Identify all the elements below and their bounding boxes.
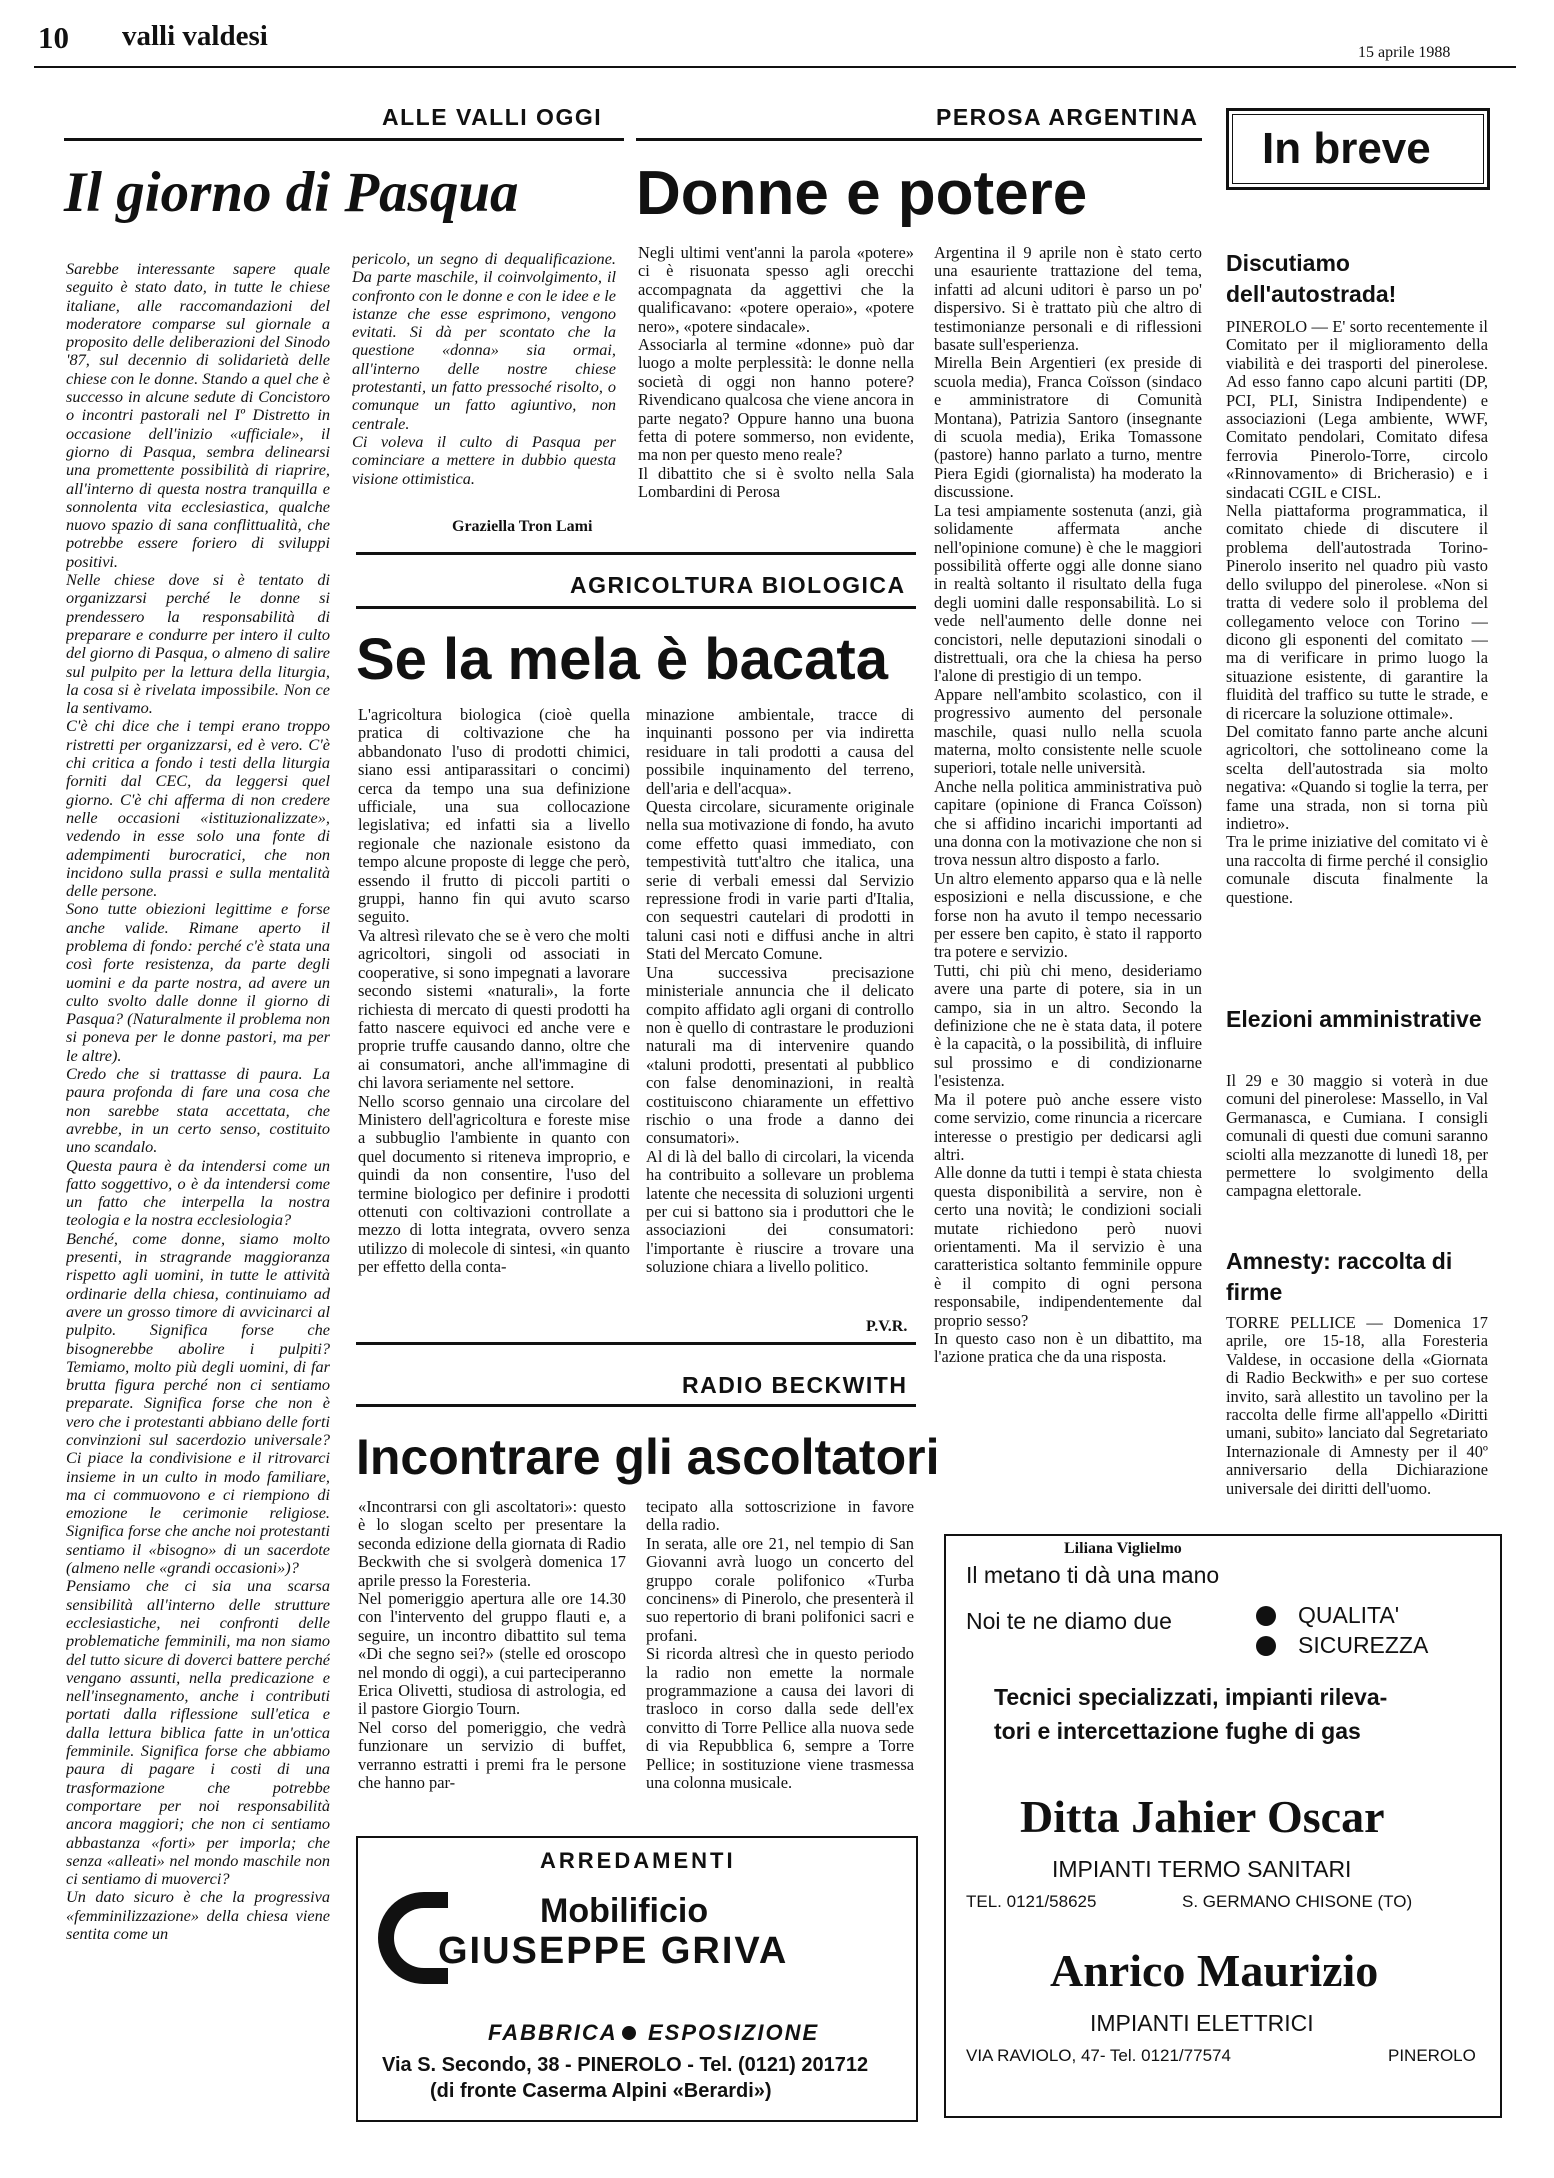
breve-head-amnesty: Amnesty: raccolta di firme [1226,1248,1453,1305]
ad-giuseppe-griva: GIUSEPPE GRIVA [438,1930,789,1972]
ad-griva-address: Via S. Secondo, 38 - PINEROLO - Tel. (0121) 201712 [382,2054,869,2076]
rule-radio-top [356,1342,916,1345]
ad-metano-line2: Noi te ne diamo due [966,1608,1172,1634]
donne-col1: Negli ultimi vent'anni la parola «potere» ci è risuonata spesso agli orecchi accompagnata da aggettivi che la qualificavano: «potere operaio», «potere nero», «potere sindacale». Associarla al termine «donne» può dar luogo a molte perplessità: le donne nella società di oggi non hanno potere? Rivendicano qualcosa che viene ancora in parte negato? Oppure hanno una buona fetta di potere sommerso, non evidente, ma non per questo meno reale? Il dibattito che si è svolto nella Sala Lombardini di Perosa [638,244,914,502]
ad-griva-address2: (di fronte Caserma Alpini «Berardi») [430,2080,772,2102]
bullet-icon [622,2026,636,2040]
newspaper-title: valli valdesi [122,20,268,52]
mela-col1: L'agricoltura biologica (cioè quella pratica di coltivazione che ha abbandonato l'uso di prodotti chimici, siano essi antiparassitari o concimi) cerca da tempo una sua definizione ufficiale, una sua collocazione legislativa; ed infatti sia a livello regionale che nazionale esistono da tempo alcune proposte di legge che però, essendo il frutto di piccoli partiti o gruppi, hanno fin qui avuto scarso seguito. Va altresì rilevato che se è vero che molti agricoltori, singoli od associati in cooperative, si sono impegnati a lavorare secondo sistemi «naturali», la forte richiesta di mercato di questi prodotti ha fatto nascere equivoci ed anche vere e proprie truffe causando danno, oltre che ai consumatori, anche all'immagine di chi lavora seriamente nel settore. Nello scorso gennaio una circolare del Ministero dell'agricoltura e foreste mise a subbuglio l'ambiente in quanto con quel documento si riteneva improprio, e quindi da non consentire, l'uso del termine biologico per definire i prodotti ottenuti con coltivazioni controllate a mezzo di lotta integrata, ovvero senza utilizzo di molecole di sintesi, «in quanto per effetto della conta- [358,706,630,1277]
donne-col2: Argentina il 9 aprile non è stato certo una esauriente trattazione del tema, infatti ad alcuni uditori è parso un po' dispersivo. Si è trattato più che altro di testimonianze personali e di riflessioni basate sull'esperienza. Mirella Bein Argentieri (ex preside di scuola media), Franca Coïsson (sindaco e amministratore di Comunità Montana), Patrizia Santoro (insegnante di scuola media), Erika Tomassone (pastore) hanno parlato a turno, mentre Piera Egidi (giornalista) ha moderato la discussione. La tesi ampiamente sostenuta (anzi, già solidamente affermata anche nell'opinione comune) è che le maggiori possibilità offerte oggi alle donne siano in realtà soltanto il risultato della fuga degli uomini dalle responsabilità. Lo si vede nell'aumento delle donne nei concistori, nelle deputazioni sinodali o distrettuali, ora che la chiesa ha perso l'alone di prestigio di un tempo. Appare nell'ambito scolastico, con il progressivo aumento del personale maschile, quasi nullo nella scuola materna, molto consistente nelle scuole superiori, totale nelle università. Anche nella politica amministrativa può capitare (opinione di Franca Coïsson) che si affidino incarichi importanti ad una donna con la motivazione che non si trova nessun altro disposto a farlo. Un altro elemento apparso qua e là nelle esposizioni e nella discussione, e che forse non ha avuto il tempo necessario per essere ben capito, è stato il rapporto tra potere e servizio. Tutti, chi più chi meno, desideriamo avere una parte di potere, sia in un campo, sia in un altro. Secondo la definizione che ne è stata data, il potere è la capacità, o la possibilità, di influire sul prossimo e di condizionarne l'esistenza. Ma il potere può anche essere visto come servizio, come rinuncia a ricercare interesse o prestigio per dedicarsi agli altri. Alle donne da tutti i tempi è stata chiesta questa disponibilità a servire, non è certo una novità; le condizioni sociali mutate richiedono però nuovi orientamenti. Ma il servizio è una caratteristica soltanto femminile oppure è il compito di ogni persona responsabile, indipendentemente dal proprio sesso? In questo caso non è un dibattito, ma l'azione pratica che da una risposta. [934,244,1202,1367]
kicker-alle-valli-oggi: ALLE VALLI OGGI [382,104,603,130]
ad-anrico-name: Anrico Maurizio [1050,1945,1379,1996]
headline-pasqua: Il giorno di Pasqua [64,161,519,224]
bullet-icon [1256,1606,1276,1626]
radio-col1: «Incontrarsi con gli ascoltatori»: questo è lo slogan scelto per presentare la seconda edizione della giornata di Radio Beckwith che si svolgerà domenica 17 aprile presso la Foresteria. Nel pomeriggio apertura alle ore 14.30 con l'intervento del gruppo flauti e, a seguire, un incontro dibattito sul tema «Di che segno sei?» (stelle ed oroscopo nel mondo di oggi), a cui parteciperanno Erica Olivetti, studiosa di astrologia, ed il pastore Giorgio Tourn. Nel corso del pomeriggio, che vedrà funzionare un servizio di buffet, verranno estratti i premi fra le persone che hanno par- [358,1498,626,1793]
ad-metano-qualita: QUALITA' [1298,1602,1400,1628]
kicker-agricoltura: AGRICOLTURA BIOLOGICA [570,572,906,598]
headline-donne: Donne e potere [636,159,1088,228]
kicker-perosa-argentina: PEROSA ARGENTINA [936,104,1199,130]
headline-mela: Se la mela è bacata [356,627,888,692]
rule-mela-under-kicker [356,606,916,609]
ad-anrico-addr: VIA RAVIOLO, 47- Tel. 0121/77574 [966,2046,1231,2065]
mela-col2: minazione ambientale, tracce di inquinanti possono per via indiretta residuare in tali prodotti a causa del possibile inquinamento del terreno, dell'aria e dell'acqua». Questa circolare, sicuramente originale nella sua motivazione di fondo, ha avuto come effetto quasi immediato, con tempestività tutt'altro che italica, una serie di verbali emessi dal Servizio repressione frodi in varie parti d'Italia, con sequestri cautelari di prodotti in taluni casi noti e diffusi anche in altri Stati del Mercato Comune. Una successiva precisazione ministeriale annuncia che il delicato compito affidato agli organi di controllo non è quello di contrastare le produzioni naturali ma di intervenire quando «taluni prodotti, presentati al pubblico con false denominazioni, in realtà costituiscono chiaramente un effettivo rischio o una frode a danno dei consumatori». Al di là del ballo di circolari, la vicenda ha contribuito a sollevare un problema latente che necessita di soluzioni urgenti per cui si battono sia i produttori che le associazioni dei consumatori: l'importante è riuscire a trovare una soluzione chiara a livello politico. [646,706,914,1277]
kicker-radio: RADIO BECKWITH [682,1372,908,1398]
ad-jahier-tel: TEL. 0121/58625 [966,1892,1097,1911]
ad-jahier-name: Ditta Jahier Oscar [1020,1791,1385,1842]
pasqua-signature: Graziella Tron Lami [452,518,593,535]
ad-metano-sicurezza: SICUREZZA [1298,1632,1429,1658]
mela-signature: P.V.R. [866,1318,908,1335]
ad-mobilificio: Mobilificio [540,1892,709,1930]
page-number: 10 [38,20,69,55]
issue-date: 15 aprile 1988 [1358,44,1451,61]
ad-anrico-place: PINEROLO [1388,2046,1476,2065]
ad-jahier-place: S. GERMANO CHISONE (TO) [1182,1892,1413,1911]
radio-col2: tecipato alla sottoscrizione in favore della radio. In serata, alle ore 21, nel tempio di San Giovanni avrà luogo un concerto del gruppo corale polifonico «Turba concinens» di Pinerolo, che presenterà il suo repertorio di brani polifonici sacri e profani. Si ricorda altresì che in questo periodo la radio non emette la normale programmazione a causa dei lavori di trasloco in corso dalla sede dell'ex convitto di Torre Pellice alla nuova sede di via Repubblica 6, sempre a Torre Pellice; in sostituzione viene trasmessa una colonna musicale. [646,1498,914,1793]
ad-jahier-sub: IMPIANTI TERMO SANITARI [1052,1856,1352,1882]
donne-signature: Liliana Viglielmo [1064,1540,1182,1557]
ad-metano-line1: Il metano ti dà una mano [966,1562,1220,1588]
headline-radio: Incontrare gli ascoltatori [356,1429,940,1485]
in-breve-title: In breve [1262,124,1431,173]
ad-esposizione: ESPOSIZIONE [648,2020,820,2045]
breve-head-elezioni: Elezioni amministrative [1226,1006,1482,1032]
pasqua-col2: pericolo, un segno di dequalificazione. Da parte maschile, il coinvolgimento, il confronto con le donne e con le idee e le istanze che esse esprimono, vengono evitati. Si dà per scontato che la questione «donna» sia ormai, all'interno delle nostre chiese protestanti, un fatto pressoché risolto, o comunque un fatto agiuntivo, non centrale. Ci voleva il culto di Pasqua per cominciare a mettere in dubbio questa visione ottimistica. [352,250,616,488]
rule-mela-top [356,552,916,555]
breve-body-elezioni: Il 29 e 30 maggio si voterà in due comuni del pinerolese: Massello, in Val Germanasca, e Cumiana. I consigli comunali di questi due comuni saranno sciolti alla mezzanotte di lunedì 18, per permettere lo svolgimento della campagna elettorale. [1226,1072,1488,1201]
pasqua-col1: Sarebbe interessante sapere quale seguito è stato dato, in tutte le chiese italiane, alle raccomandazioni del moderatore comparse sul giornale a proposito delle deliberazioni del Sinodo '87, sul decennio di solidarietà delle chiese con le donne. Stando a quel che è successo in alcune sedute di Concistoro o incontri pastorali nel Iº Distretto in occasione dell'inizio «ufficiale», il giorno di Pasqua, sembra delinearsi una promettente possibilità di riaprire, all'interno di questa nostra tranquilla e sonnolenta vita ecclesiastica, qualche nuovo spazio di sana conflittualità, che potrebbe essere foriero di sviluppi positivi. Nelle chiese dove si è tentato di organizzarsi perché le donne si prendessero la responsabilità di preparare e condurre per intero il culto del giorno di Pasqua, o almeno di salire sul pulpito per la lettura della liturgia, la cosa si è rivelata impossibile. Non ce la sentivamo. C'è chi dice che i tempi erano troppo ristretti per organizzarsi, ed è vero. C'è chi critica a fondo i testi della liturgia forniti dal CEC, da leggersi quel giorno. C'è chi afferma di non credere nelle occasioni «istituzionalizzate», vedendo in esse solo una fonte di adempimenti burocratici, che non incidono sulla prassi e sulla mentalità delle persone. Sono tutte obiezioni legittime e forse anche valide. Rimane aperto il problema di fondo: perché c'è stata una così forte resistenza, da parte degli uomini e da parte nostra, ad avere un culto svolto dalle donne il giorno di Pasqua? (Naturalmente il problema non si poneva per le donne pastori, ma per le altre). Credo che si trattasse di paura. La paura profonda di fare una cosa che non sarebbe stata accettata, che avrebbe, in un certo senso, costituito uno scandalo. Questa paura è da intendersi come un fatto soggettivo, o è da intendersi come un fatto che interpella la nostra teologia e la nostra ecclesiologia? Benché, come donne, siamo molto presenti, in stragrande maggioranza rispetto agli uomini, in tutte le attività ordinarie della chiesa, continuiamo ad avere un grosso timore di avvicinarci al pulpito. Significa forse che bisognerebbe abolire i pulpiti? Temiamo, molto più degli uomini, di far brutta figura perché non ci sentiamo preparate. Significa forse che non è vero che i protestanti abbiano delle forti convinzioni sul sacerdozio universale? Ci piace la condivisione e il ritrovarci insieme in un culto in modo familiare, ma ci commuovono e ci riempiono di emozione le cerimonie religiose. Significa forse che anche noi protestanti sentiamo il «bisogno» di un sacerdote (almeno nelle «grandi occasioni»)? Pensiamo che ci sia una scarsa sensibilità all'interno delle strutture ecclesiastiche, nei confronti delle problematiche femminili, ma non siamo del tutto sicure di doverci battere perché vengano assunti, nella predicazione e nell'insegnamento, anche i contributi portati dalla riflessione sull'etica e dalla lettura biblica fatte in un'ottica femminile. Significa forse che abbiamo paura di pagare i costi di una trasformazione che potrebbe comportare per noi responsabilità ancora maggiori; che non ci sentiamo abbastanza «forti» per imporla; che senza «alleati» nel mondo maschile non ci sentiamo di muoverci? Un dato sicuro è che la progressiva «femminilizzazione» della chiesa viene sentita come un [66,260,330,1944]
ad-metano-tech1: Tecnici specializzati, impianti rileva- [994,1684,1388,1710]
breve-head-autostrada: Discutiamo dell'autostrada! [1226,250,1397,307]
masthead-rule [34,66,1516,68]
ad-anrico-sub: IMPIANTI ELETTRICI [1090,2010,1314,2036]
rule-radio-under-kicker [356,1404,916,1407]
breve-body-amnesty: TORRE PELLICE — Domenica 17 aprile, ore 15-18, alla Foresteria Valdese, in occasione della «Giornata di Radio Beckwith» e per suo cortese invito, sarà allestito un tavolino per la raccolta delle firme all'appello «Diritti umani, subito» lanciato dal Segretariato Internazionale di Amnesty per il 40º anniversario della Dichiarazione universale dei diritti dell'uomo. [1226,1314,1488,1498]
ad-metano-tech2: tori e intercettazione fughe di gas [994,1718,1361,1744]
rule-pasqua-top [64,138,624,141]
ad-fabbrica: FABBRICA [488,2020,618,2045]
bullet-icon [1256,1636,1276,1656]
breve-body-autostrada: PINEROLO — E' sorto recentemente il Comitato per il miglioramento della viabilità e dei trasporti del pinerolese. Ad esso fanno capo alcuni partiti (DP, PCI, PLI, Sinistra Indipendente) e associazioni (Lega ambiente, WWF, Comitato pendolari, Comitato difesa ferrovia Pinerolo-Torre, circolo «Rinnovamento» di Bricherasio) e i sindacati CGIL e CISL. Nella piattaforma programmatica, il comitato chiede di discutere il problema dell'autostrada Torino-Pinerolo inserito nel quadro più vasto dello sviluppo del pinerolese. «Non si tratta di vedere solo il problema del collegamento veloce con Torino — dicono gli esponenti del comitato — ma di verificare in primo luogo la situazione esistente, di garantire la fluidità del traffico su tutte le strade, e di ricercare la soluzione ottimale». Del comitato fanno parte anche alcuni agricoltori, che sottolineano come la scelta dell'autostrada sia molto negativa: «Quando si toglie la terra, per fame una strada, non si torna più indietro». Tra le prime iniziative del comitato vi è una raccolta di firme perché il consiglio comunale discuta finalmente la questione. [1226,318,1488,907]
ad-arredamenti: ARREDAMENTI [540,1848,736,1873]
rule-donne-top [636,138,1202,141]
